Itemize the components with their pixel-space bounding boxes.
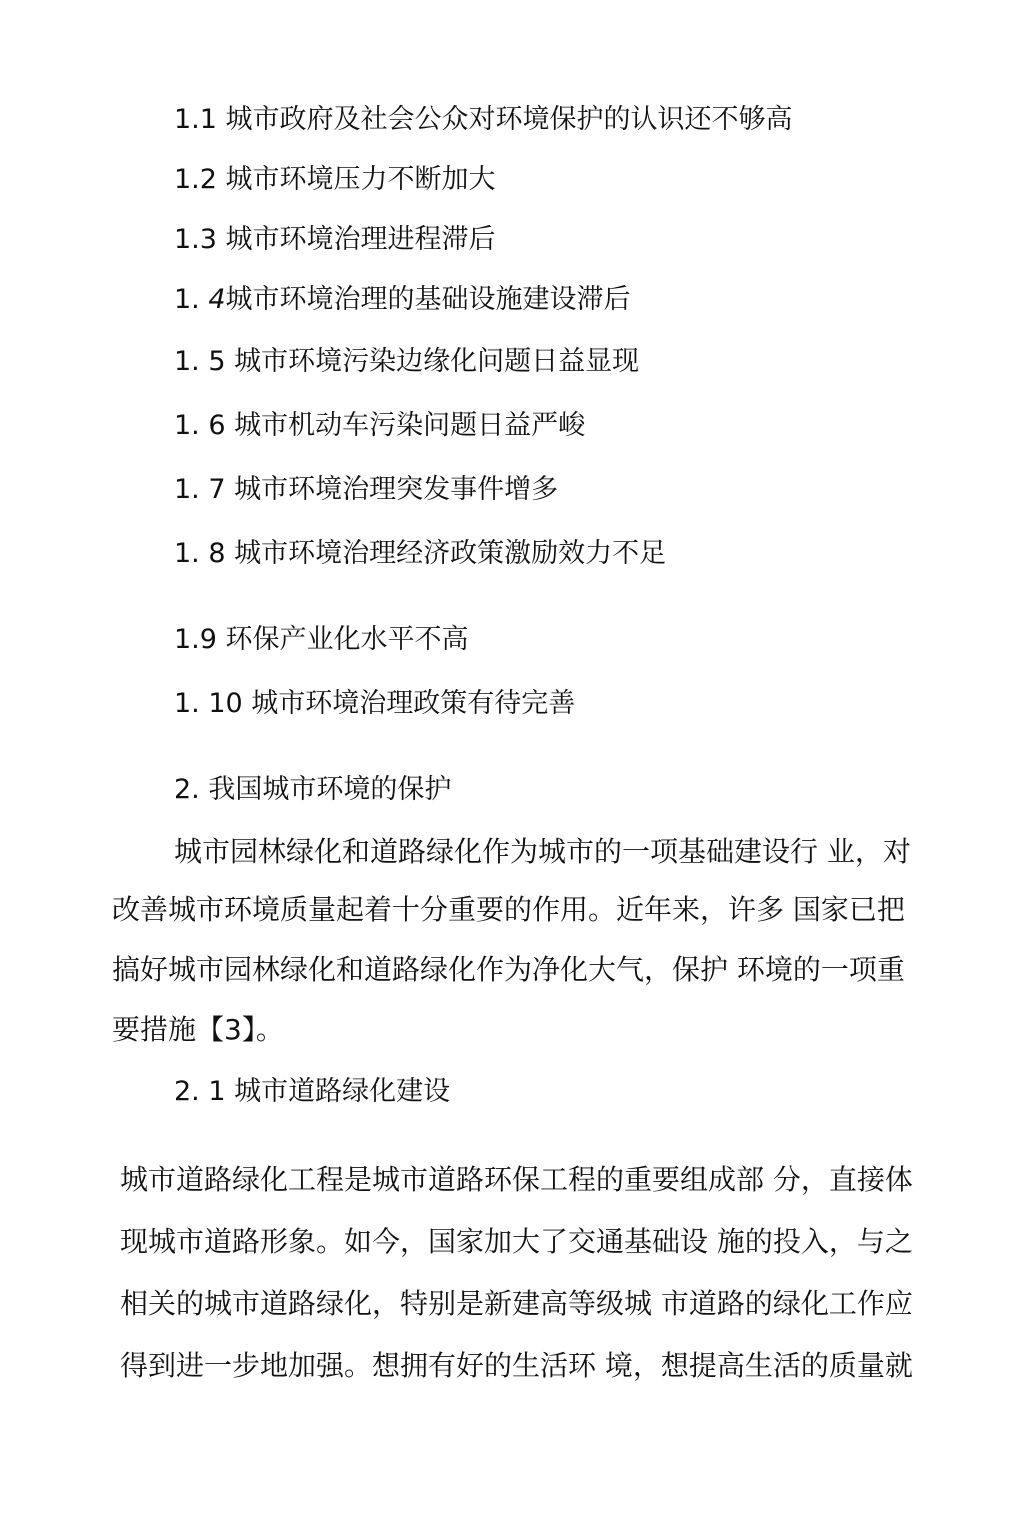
subheading-2-1: 2. 1 城市道路绿化建设 [174,1076,451,1107]
heading-1-1: 1.1 城市政府及社会公众对环境保护的认识还不够高 [174,104,793,135]
heading-1-8: 1. 8 城市环境治理经济政策激励效力不足 [174,538,667,569]
heading-1-6: 1. 6 城市机动车污染问题日益严峻 [174,410,586,441]
paragraph-1-line-1: 城市园林绿化和道路绿化作为城市的一项基础建设行 业，对 [174,835,911,868]
paragraph-2-line-1: 城市道路绿化工程是城市道路环保工程的重要组成部 分，直接体 [120,1163,913,1196]
paragraph-1-line-4: 要措施【3】。 [112,1013,284,1046]
paragraph-2-line-2: 现城市道路形象。如今，国家加大了交通基础设 施的投入，与之 [120,1225,913,1258]
heading-1-4-text: 城市环境治理的基础设施建设滞后 [225,284,631,315]
heading-1-2: 1.2 城市环境压力不断加大 [174,164,496,195]
heading-1-3: 1.3 城市环境治理进程滞后 [174,224,496,255]
paragraph-1-line-3: 搞好城市园林绿化和道路绿化作为净化大气，保护 环境的一项重 [112,953,905,986]
heading-2: 2. 我国城市环境的保护 [174,774,452,805]
heading-1-7: 1. 7 城市环境治理突发事件增多 [174,474,559,505]
heading-1-4 [174,282,631,318]
paragraph-2-line-4: 得到进一步地加强。想拥有好的生活环 境，想提高生活的质量就 [120,1349,913,1382]
paragraph-2-line-3: 相关的城市道路绿化，特别是新建高等级城 市道路的绿化工作应 [120,1287,913,1320]
heading-1-4-number: 4 [208,284,226,315]
paragraph-1-line-2: 改善城市环境质量起着十分重要的作用。近年来，许多 国家已把 [112,893,905,926]
heading-1-4-prefix: 1. [174,284,209,315]
heading-1-9: 1.9 环保产业化水平不高 [174,624,469,655]
heading-1-10: 1. 10 城市环境治理政策有待完善 [174,688,576,719]
heading-1-5: 1. 5 城市环境污染边缘化问题日益显现 [174,346,640,377]
